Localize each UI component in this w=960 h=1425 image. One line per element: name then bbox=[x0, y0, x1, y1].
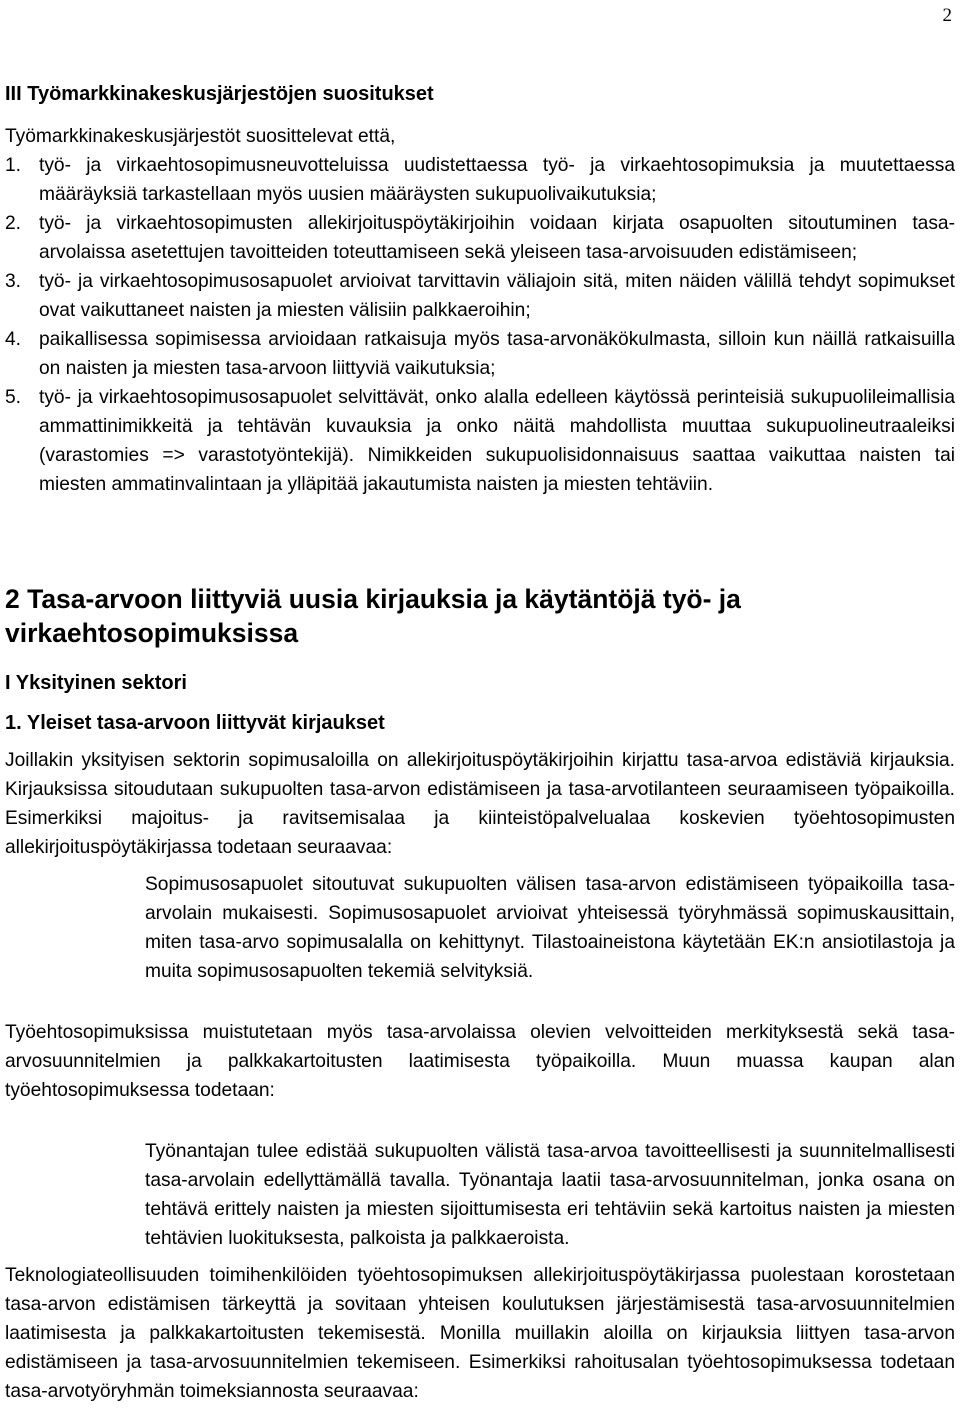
list-item-text: työ- ja virkaehtosopimusneuvotteluissa uudistettaessa työ- ja virkaehtosopimuksia ja muutettaessa määräyksiä tarkastellaan myös uusien määräysten sukupuolivaikutuksia; bbox=[39, 155, 955, 205]
page-number: 2 bbox=[942, 5, 952, 26]
quote-retail-agreement: Työnantajan tulee edistää sukupuolten välistä tasa-arvoa tavoitteellisesti ja suunnitelmallisesti tasa-arvolain edellyttämällä tavalla. Työnantaja laatii tasa-arvosuunnitelman, jonka osana on tehtävä erittely naisten ja miesten sijoittumisesta eri tehtäviin sekä kartoitus naisten ja miesten tehtävien luokituksesta, palkoista ja palkkaeroista. bbox=[145, 1141, 955, 1249]
list-item bbox=[5, 383, 955, 499]
list-item-text: työ- ja virkaehtosopimusosapuolet selvittävät, onko alalla edelleen käytössä perinteisiä sukupuolileimallisia ammattinimikkeitä ja tehtävän kuvauksia ja onko näitä mahdollista muuttaa sukupuolineutraaleiksi (varastomies => varastotyöntekijä). Nimikkeiden sukupuolisidonnaisuus saattaa vaikuttaa naisten tai miesten ammatinvalintaan ja ylläpitää jakautumista naisten ja miesten tehtäviin. bbox=[39, 387, 955, 495]
paragraph-obligations: Työehtosopimuksissa muistutetaan myös tasa-arvolaissa olevien velvoitteiden merkityksestä sekä tasa-arvosuunnitelmien ja palkkakartoitusten laatimisesta työpaikoilla. Muun muassa kaupan alan työehtosopimuksessa todetaan: bbox=[5, 1022, 955, 1101]
recommendations-block bbox=[5, 122, 955, 499]
paragraph-technology-industry: Teknologiateollisuuden toimihenkilöiden työehtosopimuksen allekirjoituspöytäkirjassa puolestaan korostetaan tasa-arvon edistämisen tärkeyttä ja sovitaan yhteisen koulutuksen järjestämisestä tasa-arvosuunnitelmien laatimisesta ja palkkakartoitusten tekemisestä. Monilla muillakin aloilla on kirjauksia liittyen tasa-arvon edistämiseen ja tasa-arvosuunnitelmien tekemiseen. Esimerkiksi rahoitusalan työehtosopimuksessa todetaan tasa-arvotyöryhmän toimeksiannosta seuraavaa: bbox=[5, 1265, 955, 1402]
list-item bbox=[5, 267, 955, 325]
list-item-number: 2. bbox=[5, 213, 22, 234]
section-heading-recommendations: III Työmarkkinakeskusjärjestöjen suositukset bbox=[5, 83, 434, 105]
list-item-number: 5. bbox=[5, 387, 22, 408]
list-item-text: työ- ja virkaehtosopimusten allekirjoituspöytäkirjoihin voidaan kirjata osapuolten sitoutuminen tasa-arvolaissa asetettujen tavoitteiden toteuttamiseen sekä yleiseen tasa-arvoisuuden edistämiseen; bbox=[39, 213, 955, 263]
subsubheading-general-entries: 1. Yleiset tasa-arvoon liittyvät kirjaukset bbox=[5, 712, 385, 734]
list-item-text: työ- ja virkaehtosopimusosapuolet arvioivat tarvittavin väliajoin sitä, miten näiden välillä tehdyt sopimukset ovat vaikuttaneet naisten ja miesten välisiin palkkaeroihin; bbox=[39, 271, 955, 321]
paragraph-general-entries: Joillakin yksityisen sektorin sopimusaloilla on allekirjoituspöytäkirjoihin kirjattu tasa-arvoa edistäviä kirjauksia. Kirjauksissa sitoudutaan sukupuolten tasa-arvon edistämiseen ja tasa-arvotilanteen seuraamiseen työpaikoilla. Esimerkiksi majoitus- ja ravitsemisalaa ja kiinteistöpalvelualaa koskevien työehtosopimusten allekirjoituspöytäkirjassa todetaan seuraavaa: bbox=[5, 750, 955, 858]
recommendations-list bbox=[5, 151, 955, 499]
list-item-number: 4. bbox=[5, 329, 22, 350]
list-item bbox=[5, 209, 955, 267]
recommendations-intro: Työmarkkinakeskusjärjestöt suosittelevat että, bbox=[5, 126, 396, 147]
chapter-heading: 2 Tasa-arvoon liittyviä uusia kirjauksia ja käytäntöjä työ- ja virkaehtosopimuksissa bbox=[5, 584, 741, 648]
subheading-private-sector: I Yksityinen sektori bbox=[5, 672, 187, 694]
list-item-number: 1. bbox=[5, 155, 22, 176]
list-item-text: paikallisessa sopimisessa arvioidaan ratkaisuja myös tasa-arvonäkökulmasta, silloin kun näillä ratkaisuilla on naisten ja miesten tasa-arvoon liittyviä vaikutuksia; bbox=[39, 329, 955, 379]
quote-hospitality-agreement: Sopimusosapuolet sitoutuvat sukupuolten välisen tasa-arvon edistämiseen työpaikoilla tasa-arvolain mukaisesti. Sopimusosapuolet arvioivat yhteisessä työryhmässä sopimuskausittain, miten tasa-arvo sopimusalalla on kehittynyt. Tilastoaineistona käytetään EK:n ansiotilastoja ja muita sopimusosapuolten tekemiä selvityksiä. bbox=[145, 874, 955, 982]
list-item-number: 3. bbox=[5, 271, 22, 292]
list-item bbox=[5, 151, 955, 209]
list-item bbox=[5, 325, 955, 383]
